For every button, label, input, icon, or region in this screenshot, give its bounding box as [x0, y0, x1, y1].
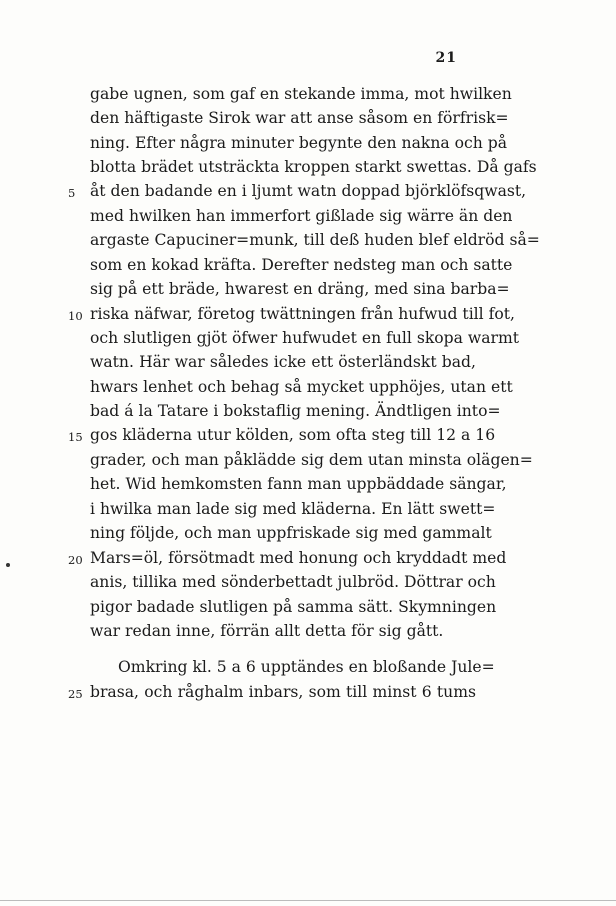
text-line: ning följde, och man uppfriskade sig med gammalt — [90, 524, 492, 542]
text-line: som en kokad kräfta. Derefter nedsteg man och satte — [90, 256, 513, 274]
line-number: 25 — [68, 687, 83, 701]
text-line: gos kläderna utur kölden, som ofta steg till 12 a 16 — [90, 426, 496, 444]
text-line: argaste Capuciner=munk, till deß huden blef eldröd så= — [90, 231, 540, 249]
text-line: brasa, och råghalm inbars, som till minst 6 tums — [90, 683, 476, 701]
page-number: 21 — [435, 50, 457, 66]
text-line: anis, tillika med sönderbettadt julbröd. Döttrar och — [90, 573, 496, 591]
text-line: riska näfwar, företog twättningen från hufwud till fot, — [90, 305, 515, 323]
line-number: 15 — [68, 430, 83, 444]
text-line: i hwilka man lade sig med kläderna. En lätt swett= — [90, 500, 496, 518]
page-bottom-edge — [0, 900, 616, 901]
text-line: het. Wid hemkomsten fann man uppbäddade sängar, — [90, 475, 507, 493]
text-line: grader, och man påklädde sig dem utan minsta olägen= — [90, 451, 533, 469]
text-line: sig på ett bräde, hwarest en dräng, med sina barba= — [90, 280, 510, 298]
text-line: war redan inne, förrän allt detta för sig gått. — [90, 622, 444, 640]
text-line: hwars lenhet och behag så mycket upphöjes, utan ett — [90, 378, 513, 396]
line-number: 5 — [68, 186, 76, 200]
text-line: Mars=öl, försötmadt med honung och kryddadt med — [90, 549, 507, 567]
text-line: blotta brädet utsträckta kroppen starkt swettas. Då gafs — [90, 158, 537, 176]
text-line: gabe ugnen, som gaf en stekande imma, mot hwilken — [90, 85, 512, 103]
line-number: 10 — [68, 309, 83, 323]
text-line: bad á la Tatare i bokstaflig mening. Ändtligen into= — [90, 402, 501, 420]
text-line: watn. Här war således icke ett österländskt bad, — [90, 353, 476, 371]
line-number: 20 — [68, 553, 83, 567]
text-line: den häftigaste Sirok war att anse såsom en förfrisk= — [90, 109, 509, 127]
text-line: med hwilken han immerfort gißlade sig wärre än den — [90, 207, 513, 225]
text-line: Omkring kl. 5 a 6 upptändes en bloßande Jule= — [118, 658, 495, 676]
text-line: ning. Efter några minuter begynte den nakna och på — [90, 134, 508, 152]
text-line: och slutligen gjöt öfwer hufwudet en full skopa warmt — [90, 329, 520, 347]
margin-dot — [6, 563, 10, 567]
text-line: åt den badande en i ljumt watn doppad björklöfsqwast, — [90, 182, 527, 200]
text-line: pigor badade slutligen på samma sätt. Skymningen — [90, 598, 497, 616]
